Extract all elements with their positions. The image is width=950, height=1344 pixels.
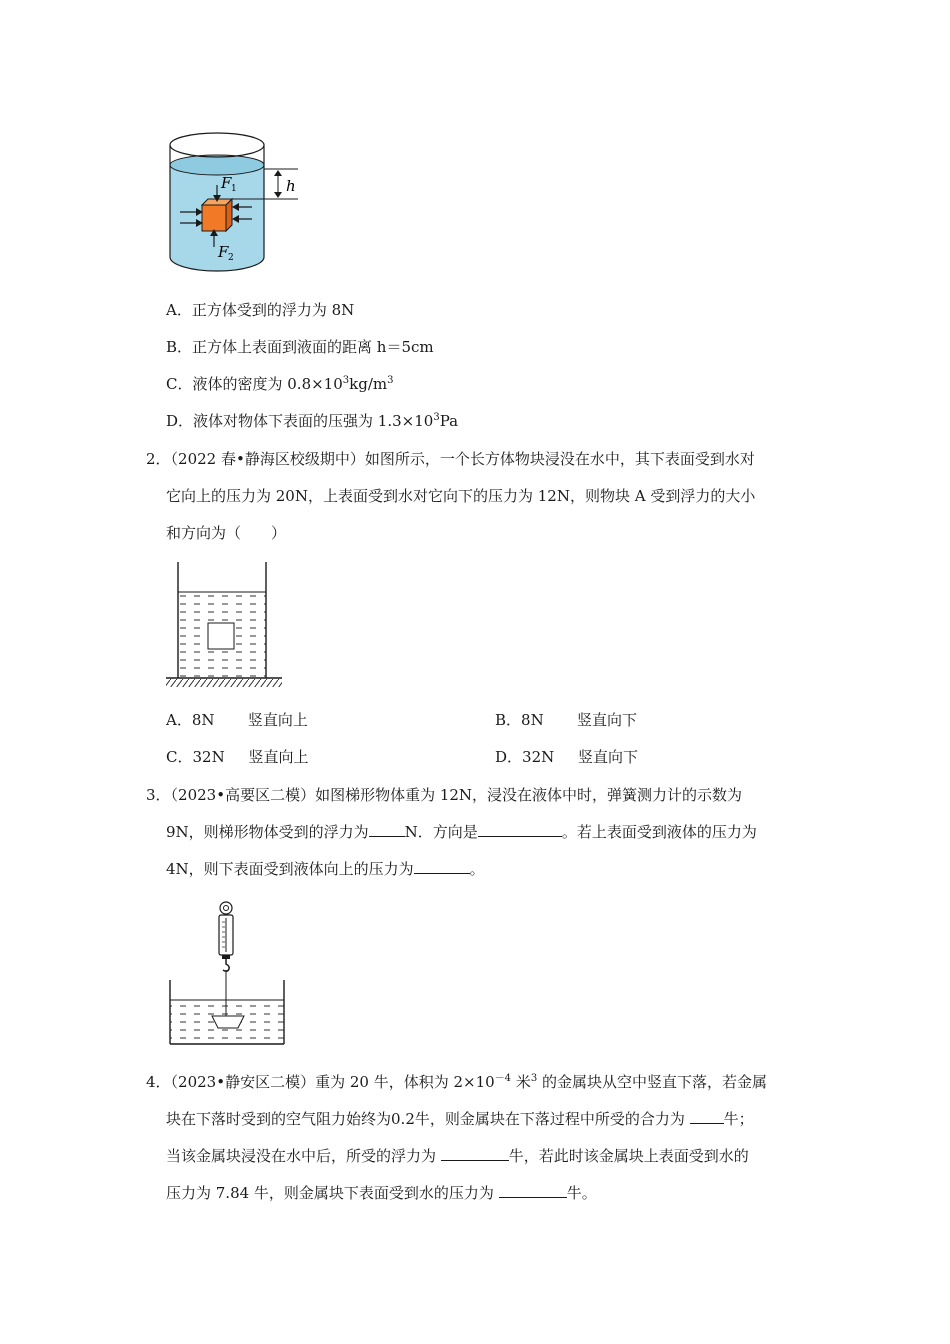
q1-option-a <box>166 300 354 320</box>
question-text: （2023•静安区二模）重为 20 牛，体积为 2×10 <box>170 1073 495 1091</box>
question-text: 9N，则梯形物体受到的浮力为 <box>166 823 369 841</box>
f1-subscript: 1 <box>231 184 237 194</box>
option-text: 正方体上表面到液面的距离 h＝5cm <box>192 338 434 356</box>
question-text: 的金属块从空中竖直下落，若金属 <box>542 1073 768 1091</box>
q4-line-3 <box>166 1146 749 1166</box>
q3-line-2 <box>166 822 757 842</box>
question-text: N．方向是 <box>404 823 478 841</box>
f2-subscript: 2 <box>228 253 234 263</box>
option-letter: B． <box>495 711 522 729</box>
option-value: 8N <box>191 711 215 729</box>
option-letter: A． <box>166 301 192 319</box>
answer-blank[interactable] <box>478 822 562 837</box>
option-letter: D． <box>166 412 194 430</box>
q4-line-4 <box>166 1183 597 1203</box>
option-letter: C． <box>166 748 193 766</box>
superscript: 3 <box>387 375 394 386</box>
superscript: 3 <box>342 375 350 386</box>
answer-blank[interactable] <box>499 1183 567 1198</box>
option-direction: 竖直向下 <box>577 711 638 729</box>
q1-option-c <box>166 374 393 394</box>
option-text: Pa <box>439 412 459 430</box>
answer-blank[interactable] <box>369 822 405 837</box>
question-text: （2022 春•静海区校级期中）如图所示，一个长方体物块浸没在水中，其下表面受到水对 <box>170 450 755 468</box>
f2-label: F <box>218 243 229 261</box>
question-text: 。若上表面受到液体的压力为 <box>561 823 757 841</box>
question-number: 2． <box>146 450 171 468</box>
figure-spring-scale <box>164 898 290 1050</box>
question-text: 牛； <box>723 1110 754 1128</box>
q1-option-b <box>166 337 434 357</box>
question-text: 压力为 7.84 牛，则金属块下表面受到水的压力为 <box>166 1184 499 1202</box>
option-direction: 竖直向下 <box>578 748 639 766</box>
option-letter: A． <box>166 711 192 729</box>
answer-blank[interactable] <box>414 859 470 874</box>
question-text: 块在下落时受到的空气阻力始终为 <box>166 1110 392 1128</box>
question-text: 4N，则下表面受到液体向上的压力为 <box>166 860 414 878</box>
option-value: 32N <box>522 748 555 766</box>
option-direction: 竖直向上 <box>248 748 309 766</box>
superscript: 3 <box>433 412 440 423</box>
superscript: 3 <box>530 1073 538 1084</box>
superscript: －4 <box>494 1073 512 1084</box>
q2-line-1 <box>146 449 755 469</box>
option-letter: B． <box>166 338 193 356</box>
option-value: 32N <box>192 748 225 766</box>
question-text: 0.2 <box>391 1110 415 1128</box>
option-direction: 竖直向上 <box>247 711 308 729</box>
q2-option-b <box>495 710 637 730</box>
option-text: 正方体受到的浮力为 8N <box>191 301 355 319</box>
question-text: （2023•高要区二模）如图梯形物体重为 12N，浸没在液体中时，弹簧测力计的示数为 <box>170 786 743 804</box>
option-letter: C． <box>166 375 193 393</box>
h-label: h <box>286 177 296 195</box>
option-text: 液体对物体下表面的压强为 1.3×10 <box>193 412 434 430</box>
option-text: kg/m <box>349 375 388 393</box>
question-number: 3． <box>146 786 171 804</box>
option-value: 8N <box>521 711 544 729</box>
option-text: 液体的密度为 0.8×10 <box>192 375 343 393</box>
q3-line-1 <box>146 785 742 805</box>
question-text: 。 <box>469 860 485 878</box>
q3-line-3 <box>166 859 485 879</box>
q2-line-2: 它向上的压力为 20N，上表面受到水对它向下的压力为 12N，则物块 A 受到浮力的大小 <box>166 487 756 505</box>
question-number: 4． <box>146 1073 171 1091</box>
question-text: 牛，则金属块在下落过程中所受的合力为 <box>414 1110 690 1128</box>
q1-option-d <box>166 411 458 431</box>
question-text: 牛。 <box>566 1184 597 1202</box>
q4-line-2 <box>166 1109 754 1129</box>
question-text: 当该金属块浸没在水中后，所受的浮力为 <box>166 1147 441 1165</box>
option-letter: D． <box>495 748 523 766</box>
question-text: 牛，若此时该金属块上表面受到水的 <box>508 1147 749 1165</box>
question-text: 米 <box>515 1073 531 1091</box>
f1-label: F <box>221 174 232 192</box>
answer-blank[interactable] <box>441 1146 509 1161</box>
figure-cylinder-cube <box>160 125 310 285</box>
answer-blank[interactable] <box>690 1109 724 1124</box>
q4-line-1 <box>146 1072 767 1092</box>
q2-line-3: 和方向为（ ） <box>166 524 287 542</box>
figure-container-block <box>164 560 286 692</box>
q2-option-c <box>166 747 309 767</box>
q2-option-a <box>166 710 308 730</box>
q2-option-d <box>495 747 638 767</box>
